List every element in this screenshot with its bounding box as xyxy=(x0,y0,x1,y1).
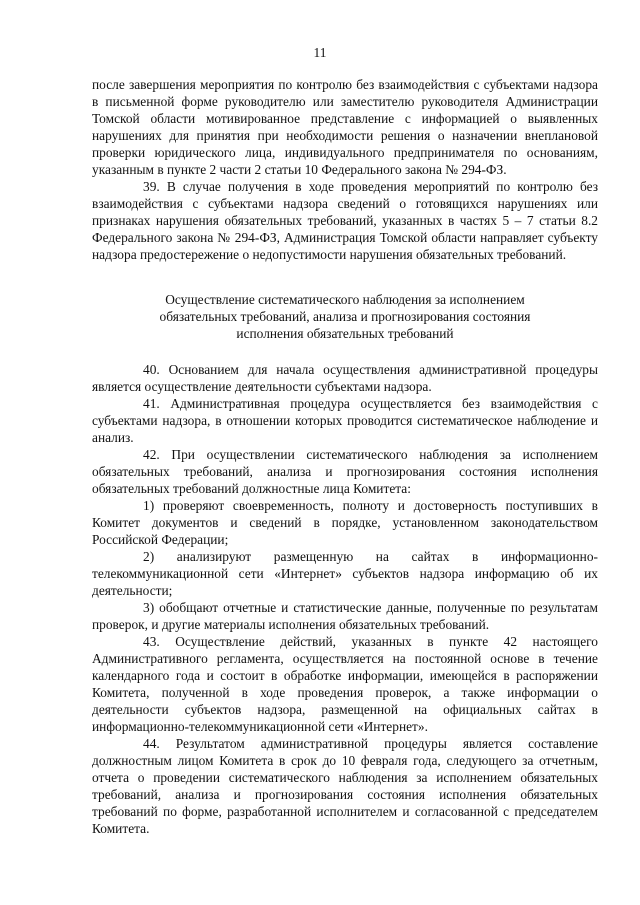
paragraph-42: 42. При осуществлении систематического наблюдения за исполнением обязательных требований, анализа и прогнозирования состояния исполнения обязательных требований должностные лица Комитета: xyxy=(92,447,598,496)
section-heading-line: обязательных требований, анализа и прогнозирования состояния xyxy=(159,309,531,324)
page-number: 11 xyxy=(313,45,327,60)
list-item-2: 2) анализируют размещенную на сайтах в информационно-телекоммуникационной сети «Интернет» субъектов надзора информацию об их деятельности; xyxy=(92,549,598,598)
paragraph-40: 40. Основанием для начала осуществления административной процедуры является осуществление деятельности субъектами надзора. xyxy=(92,362,598,394)
list-item-3: 3) обобщают отчетные и статистические данные, полученные по результатам проверок, и другие материалы исполнения обязательных требований. xyxy=(92,600,598,632)
paragraph-39: 39. В случае получения в ходе проведения мероприятий по контролю без взаимодействия с субъектами надзора сведений о готовящихся нарушениях или признаках нарушения обязательных требований, указанных в частях 5 – 7 статьи 8.2 Федерального закона № 294-ФЗ, Администрация Томской области направляет субъекту надзора предостережение о недопустимости нарушения обязательных требований. xyxy=(92,179,598,262)
paragraph-41: 41. Административная процедура осуществляется без взаимодействия с субъектами надзора, в отношении которых проводится систематическое наблюдение и анализ. xyxy=(92,396,598,445)
document-body xyxy=(92,76,598,837)
section-heading-line: исполнения обязательных требований xyxy=(236,326,454,341)
section-heading-line: Осуществление систематического наблюдения за исполнением xyxy=(165,292,525,307)
paragraph-continuation: после завершения мероприятия по контролю без взаимодействия с субъектами надзора в письменной форме руководителю или заместителю руководителя Администрации Томской области мотивированное представление с информацией о выявленных нарушениях для принятия при необходимости решения о назначении внеплановой проверки юридического лица, индивидуального предпринимателя по основаниям, указанным в пункте 2 части 2 статьи 10 Федерального закона № 294-ФЗ. xyxy=(92,77,598,177)
section-heading xyxy=(92,291,598,342)
list-item-1: 1) проверяют своевременность, полноту и достоверность поступивших в Комитет документов и сведений в порядке, установленном законодательством Российской Федерации; xyxy=(92,498,598,547)
paragraph-43: 43. Осуществление действий, указанных в пункте 42 настоящего Административного регламента, осуществляется на постоянной основе в течение календарного года и состоит в обработке информации, имеющейся в распоряжении Комитета, полученной в ходе проведения проверок, а также информации о деятельности субъектов надзора, размещенной на официальных сайтах в информационно-телекоммуникационной сети «Интернет». xyxy=(92,634,598,734)
paragraph-44: 44. Результатом административной процедуры является составление должностным лицом Комитета в срок до 10 февраля года, следующего за отчетным, отчета о проведении систематического наблюдения за исполнением обязательных требований, анализа и прогнозирования состояния исполнения обязательных требований по форме, разработанной исполнителем и согласованной с председателем Комитета. xyxy=(92,736,598,836)
